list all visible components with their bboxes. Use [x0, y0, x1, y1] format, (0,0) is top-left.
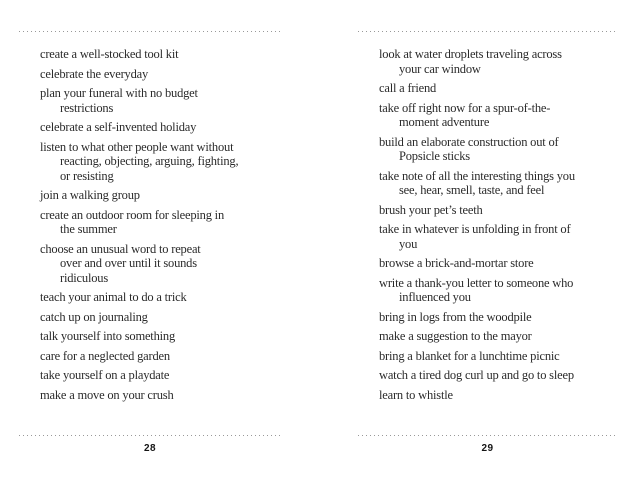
- dotted-rule-bottom: [358, 435, 617, 436]
- list-item-line: watch a tired dog curl up and go to sleep: [379, 368, 574, 382]
- list-item: [379, 256, 617, 271]
- list-item-line: the summer: [60, 222, 117, 236]
- list-item: [379, 169, 617, 198]
- list-item: [40, 388, 281, 403]
- list-item-line: take yourself on a playdate: [40, 368, 170, 382]
- entry-list: [358, 47, 617, 407]
- list-item: [40, 47, 281, 62]
- list-item: [379, 349, 617, 364]
- list-item: [40, 310, 281, 325]
- list-item-line: bring in logs from the woodpile: [379, 309, 532, 324]
- list-item: [379, 81, 617, 96]
- list-item-line: create a well-stocked tool kit: [40, 47, 179, 61]
- dotted-rule-top: [358, 31, 617, 32]
- list-item-line: see, hear, smell, taste, and feel: [399, 183, 545, 197]
- list-item-line: celebrate a self-invented holiday: [40, 120, 197, 134]
- list-item-line: reacting, objecting, arguing, fighting,: [60, 154, 239, 168]
- list-item: [40, 188, 281, 203]
- dotted-rule-bottom: [19, 435, 281, 436]
- list-item-line: take in whatever is unfolding in front of: [379, 222, 571, 236]
- list-item-line: learn to whistle: [379, 387, 453, 402]
- list-item: [40, 86, 281, 115]
- list-item: [379, 135, 617, 164]
- list-item-line: make a suggestion to the mayor: [379, 329, 532, 343]
- list-item: [379, 203, 617, 218]
- list-item-line: plan your funeral with no budget: [40, 86, 198, 100]
- list-item: [379, 47, 617, 76]
- page-number: 28: [143, 443, 157, 454]
- list-item-line: over and over until it sounds: [60, 256, 197, 270]
- list-item-line: build an elaborate construction out of: [379, 134, 559, 149]
- list-item: [379, 222, 617, 251]
- list-item-line: restrictions: [60, 100, 114, 115]
- list-item: [379, 388, 617, 403]
- list-item: [40, 329, 281, 344]
- list-item-line: moment adventure: [399, 115, 490, 129]
- list-item-line: influenced you: [399, 290, 471, 304]
- list-item: [40, 349, 281, 364]
- list-item-line: create an outdoor room for sleeping in: [40, 207, 225, 222]
- list-item: [40, 368, 281, 383]
- list-item-line: make a move on your crush: [40, 387, 174, 402]
- list-item-line: write a thank-you letter to someone who: [379, 275, 574, 290]
- list-item-line: celebrate the everyday: [40, 66, 149, 81]
- list-item: [40, 208, 281, 237]
- list-item-line: call a friend: [379, 81, 437, 95]
- list-item-line: teach your animal to do a trick: [40, 290, 187, 304]
- list-item: [40, 290, 281, 305]
- list-item: [40, 140, 281, 184]
- list-item-line: bring a blanket for a lunchtime picnic: [379, 348, 560, 363]
- list-item: [379, 368, 617, 383]
- dotted-rule-top: [19, 31, 281, 32]
- list-item-line: care for a neglected garden: [40, 348, 170, 363]
- list-item-line: look at water droplets traveling across: [379, 47, 562, 61]
- list-item: [379, 276, 617, 305]
- list-item: [40, 242, 281, 286]
- page-right: [358, 31, 617, 466]
- list-item: [379, 310, 617, 325]
- list-item-line: take off right now for a spur-of-the-: [379, 100, 551, 115]
- entry-list: [19, 47, 281, 407]
- list-item: [40, 120, 281, 135]
- list-item: [379, 329, 617, 344]
- list-item-line: browse a brick-and-mortar store: [379, 256, 534, 270]
- list-item-line: catch up on journaling: [40, 309, 148, 324]
- list-item-line: choose an unusual word to repeat: [40, 241, 201, 256]
- list-item-line: you: [399, 236, 418, 251]
- list-item-line: join a walking group: [40, 188, 140, 202]
- list-item-line: Popsicle sticks: [399, 149, 470, 163]
- list-item-line: take note of all the interesting things you: [379, 168, 575, 183]
- list-item-line: your car window: [399, 61, 481, 76]
- list-item-line: ridiculous: [60, 270, 108, 285]
- page-number: 29: [481, 443, 494, 454]
- list-item-line: or resisting: [60, 168, 114, 183]
- list-item: [379, 101, 617, 130]
- list-item-line: talk yourself into something: [40, 329, 176, 343]
- list-item: [40, 67, 281, 82]
- list-item-line: listen to what other people want without: [40, 139, 234, 154]
- page-left: [19, 31, 281, 466]
- list-item-line: brush your pet’s teeth: [379, 202, 483, 217]
